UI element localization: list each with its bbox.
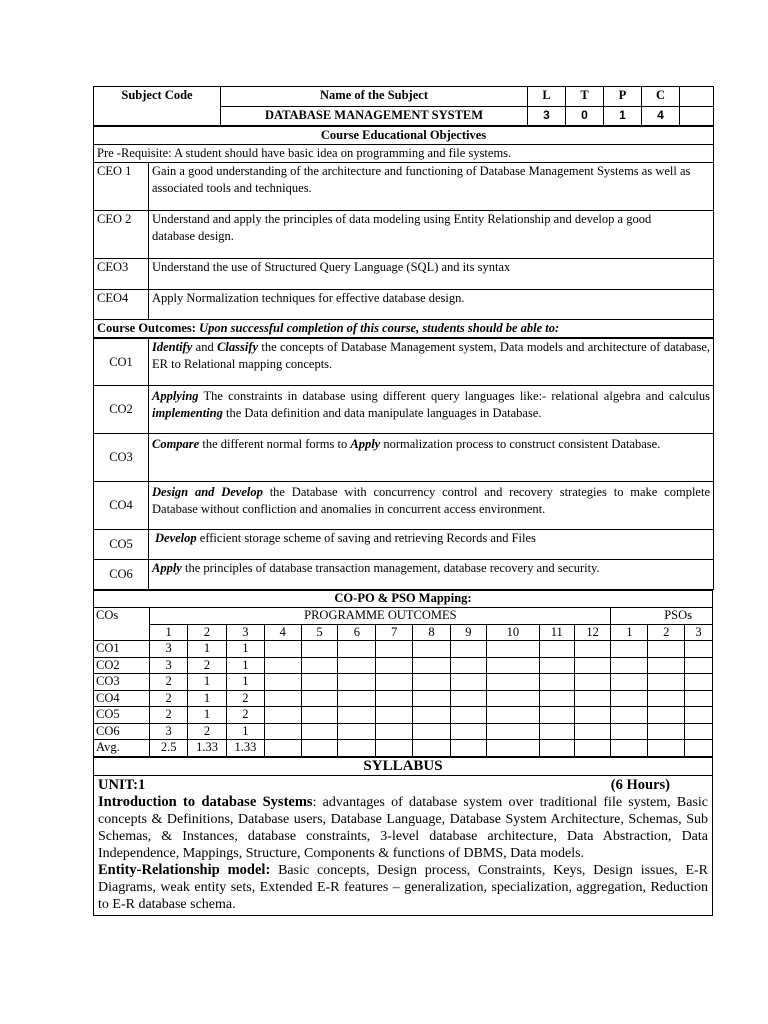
mapping-cell: 1 bbox=[188, 674, 227, 691]
po-number: 1 bbox=[150, 624, 188, 641]
mapping-cell bbox=[413, 690, 451, 707]
po-number: 3 bbox=[226, 624, 264, 641]
p-header: P bbox=[604, 87, 642, 107]
co-id: CO2 bbox=[94, 386, 149, 434]
prerequisite: Pre -Requisite: A student should have basic idea on programming and file systems. bbox=[94, 145, 714, 163]
mapping-cell bbox=[301, 723, 338, 740]
mapping-cell bbox=[486, 657, 539, 674]
mapping-cell bbox=[539, 657, 574, 674]
mapping-cell bbox=[611, 690, 648, 707]
mapping-cell bbox=[264, 723, 301, 740]
mapping-cell: 1 bbox=[188, 641, 227, 658]
cos-header: COs bbox=[94, 608, 150, 641]
mapping-cell bbox=[648, 723, 685, 740]
mapping-cell bbox=[376, 707, 413, 724]
mapping-cell bbox=[574, 674, 611, 691]
c-value: 4 bbox=[642, 107, 680, 126]
mapping-cell bbox=[413, 674, 451, 691]
ceo-text: Gain a good understanding of the architecture and functioning of Database Management Systems as well as associated tools and techniques. bbox=[149, 163, 714, 211]
mapping-cell bbox=[611, 641, 648, 658]
mapping-cell bbox=[338, 723, 376, 740]
mapping-cell bbox=[574, 657, 611, 674]
mapping-cell bbox=[376, 740, 413, 757]
syllabus-table bbox=[93, 757, 713, 916]
mapping-row-label: CO4 bbox=[94, 690, 150, 707]
mapping-row-label: Avg. bbox=[94, 740, 150, 757]
p-value: 1 bbox=[604, 107, 642, 126]
mapping-cell bbox=[648, 740, 685, 757]
pso-number: 2 bbox=[648, 624, 685, 641]
mapping-row bbox=[94, 641, 713, 658]
subject-name-header: Name of the Subject bbox=[221, 87, 528, 107]
mapping-row-label: CO1 bbox=[94, 641, 150, 658]
po-header: PROGRAMME OUTCOMES bbox=[150, 608, 611, 625]
mapping-cell: 3 bbox=[150, 641, 188, 658]
mapping-cell bbox=[611, 740, 648, 757]
mapping-cell bbox=[685, 723, 713, 740]
po-number: 10 bbox=[486, 624, 539, 641]
mapping-row-label: CO3 bbox=[94, 674, 150, 691]
mapping-cell: 1 bbox=[188, 707, 227, 724]
po-number: 2 bbox=[188, 624, 227, 641]
mapping-cell bbox=[338, 674, 376, 691]
mapping-cell bbox=[648, 657, 685, 674]
mapping-body bbox=[94, 641, 713, 757]
mapping-cell bbox=[338, 740, 376, 757]
mapping-cell bbox=[486, 723, 539, 740]
mapping-cell: 2 bbox=[188, 723, 227, 740]
c-header: C bbox=[642, 87, 680, 107]
er-paragraph: Entity-Relationship model: Basic concepts, Design process, Constraints, Keys, Design issues, E-R Diagrams, weak entity sets, Extended E-R features – generalization, specialization, aggregation, Reduction to E-R database schema. bbox=[98, 861, 708, 912]
mapping-cell bbox=[611, 674, 648, 691]
subject-header-table bbox=[93, 86, 714, 126]
po-number: 4 bbox=[264, 624, 301, 641]
mapping-cell bbox=[685, 740, 713, 757]
co-id: CO1 bbox=[94, 339, 149, 386]
blank-cell bbox=[680, 107, 714, 126]
mapping-cell: 1 bbox=[226, 641, 264, 658]
unit-heading bbox=[98, 777, 708, 794]
mapping-cell bbox=[648, 674, 685, 691]
mapping-cell bbox=[574, 740, 611, 757]
mapping-cell: 1 bbox=[226, 657, 264, 674]
mapping-row bbox=[94, 690, 713, 707]
ceo-text: Understand the use of Structured Query Language (SQL) and its syntax bbox=[149, 259, 714, 290]
po-number: 8 bbox=[413, 624, 451, 641]
ceo-id: CEO 2 bbox=[94, 211, 149, 259]
l-header: L bbox=[528, 87, 566, 107]
mapping-cell bbox=[486, 690, 539, 707]
mapping-cell bbox=[450, 657, 486, 674]
mapping-cell bbox=[611, 657, 648, 674]
mapping-cell: 2 bbox=[150, 690, 188, 707]
mapping-cell bbox=[648, 641, 685, 658]
mapping-cell bbox=[301, 674, 338, 691]
mapping-cell bbox=[264, 740, 301, 757]
mapping-cell bbox=[574, 723, 611, 740]
mapping-cell bbox=[648, 690, 685, 707]
co-text: Apply the principles of database transaction management, database recovery and security. bbox=[149, 560, 714, 590]
mapping-row-label: CO2 bbox=[94, 657, 150, 674]
mapping-cell: 2 bbox=[226, 707, 264, 724]
mapping-cell: 2 bbox=[226, 690, 264, 707]
unit-1-content bbox=[94, 775, 713, 915]
po-number: 9 bbox=[450, 624, 486, 641]
mapping-cell bbox=[685, 690, 713, 707]
mapping-cell bbox=[450, 690, 486, 707]
t-header: T bbox=[566, 87, 604, 107]
mapping-cell bbox=[376, 690, 413, 707]
co-text: Applying The constraints in database using different query languages like:- relational algebra and calculus implementing the Data definition and data manipulate languages in Database. bbox=[149, 386, 714, 434]
mapping-cell bbox=[450, 740, 486, 757]
mapping-cell bbox=[301, 690, 338, 707]
ceo-id: CEO 1 bbox=[94, 163, 149, 211]
mapping-cell bbox=[450, 707, 486, 724]
mapping-cell: 2 bbox=[188, 657, 227, 674]
mapping-cell bbox=[301, 740, 338, 757]
co-table bbox=[93, 338, 714, 590]
mapping-cell: 2 bbox=[150, 674, 188, 691]
mapping-cell bbox=[685, 674, 713, 691]
co-id: CO4 bbox=[94, 482, 149, 530]
mapping-cell bbox=[539, 674, 574, 691]
mapping-cell bbox=[574, 707, 611, 724]
ceo-id: CEO4 bbox=[94, 290, 149, 320]
mapping-cell: 2 bbox=[150, 707, 188, 724]
l-value: 3 bbox=[528, 107, 566, 126]
po-number: 6 bbox=[338, 624, 376, 641]
mapping-cell bbox=[338, 641, 376, 658]
course-outcomes-heading bbox=[94, 320, 714, 338]
mapping-cell: 1.33 bbox=[226, 740, 264, 757]
mapping-row bbox=[94, 707, 713, 724]
mapping-cell bbox=[413, 641, 451, 658]
pso-number: 3 bbox=[685, 624, 713, 641]
pso-header: PSOs bbox=[611, 608, 713, 625]
t-value: 0 bbox=[566, 107, 604, 126]
mapping-cell bbox=[264, 690, 301, 707]
syllabus-page bbox=[93, 86, 713, 916]
mapping-cell bbox=[338, 690, 376, 707]
mapping-cell bbox=[338, 657, 376, 674]
mapping-cell bbox=[611, 707, 648, 724]
co-text: Identify and Classify the concepts of Database Management system, Data models and architecture of database, ER to Relational mapping concepts. bbox=[149, 339, 714, 386]
subject-code-header: Subject Code bbox=[94, 87, 221, 126]
unit-label: UNIT:1 bbox=[98, 776, 146, 793]
mapping-cell bbox=[413, 657, 451, 674]
po-number: 5 bbox=[301, 624, 338, 641]
mapping-cell bbox=[539, 740, 574, 757]
mapping-cell bbox=[301, 657, 338, 674]
po-number: 7 bbox=[376, 624, 413, 641]
co-id: CO6 bbox=[94, 560, 149, 590]
mapping-cell bbox=[413, 740, 451, 757]
outcomes-label: Course Outcomes: bbox=[97, 321, 196, 335]
co-text: Develop efficient storage scheme of saving and retrieving Records and Files bbox=[149, 530, 714, 560]
mapping-cell bbox=[376, 723, 413, 740]
mapping-cell bbox=[413, 723, 451, 740]
mapping-cell bbox=[264, 641, 301, 658]
blank-cell bbox=[680, 87, 714, 107]
mapping-cell bbox=[685, 657, 713, 674]
co-po-mapping-table bbox=[93, 590, 713, 757]
mapping-cell bbox=[301, 707, 338, 724]
co-id: CO5 bbox=[94, 530, 149, 560]
mapping-cell bbox=[264, 707, 301, 724]
mapping-cell bbox=[486, 740, 539, 757]
mapping-cell: 3 bbox=[150, 657, 188, 674]
mapping-cell: 1.33 bbox=[188, 740, 227, 757]
mapping-cell bbox=[486, 674, 539, 691]
mapping-cell bbox=[301, 641, 338, 658]
ceo-id: CEO3 bbox=[94, 259, 149, 290]
mapping-cell bbox=[376, 674, 413, 691]
mapping-cell bbox=[450, 723, 486, 740]
mapping-cell: 3 bbox=[150, 723, 188, 740]
mapping-cell bbox=[450, 674, 486, 691]
mapping-row bbox=[94, 657, 713, 674]
ceo-table bbox=[93, 126, 714, 338]
co-text: Design and Develop the Database with concurrency control and recovery strategies to make complete Database without confliction and anomalies in concurrent access environment. bbox=[149, 482, 714, 530]
mapping-cell bbox=[486, 707, 539, 724]
mapping-cell bbox=[611, 723, 648, 740]
mapping-cell bbox=[264, 657, 301, 674]
mapping-cell bbox=[574, 641, 611, 658]
unit-hours: (6 Hours) bbox=[610, 776, 670, 793]
mapping-cell bbox=[539, 707, 574, 724]
outcomes-text: Upon successful completion of this course, students should be able to: bbox=[199, 321, 560, 335]
mapping-row bbox=[94, 674, 713, 691]
mapping-cell bbox=[264, 674, 301, 691]
mapping-cell bbox=[539, 690, 574, 707]
co-text: Compare the different normal forms to Apply normalization process to construct consistent Database. bbox=[149, 434, 714, 482]
mapping-cell: 2.5 bbox=[150, 740, 188, 757]
mapping-cell bbox=[574, 690, 611, 707]
mapping-cell bbox=[376, 657, 413, 674]
mapping-cell bbox=[648, 707, 685, 724]
mapping-row-label: CO5 bbox=[94, 707, 150, 724]
po-number: 11 bbox=[539, 624, 574, 641]
mapping-cell bbox=[685, 641, 713, 658]
co-id: CO3 bbox=[94, 434, 149, 482]
mapping-cell bbox=[539, 641, 574, 658]
pso-number: 1 bbox=[611, 624, 648, 641]
subject-name: DATABASE MANAGEMENT SYSTEM bbox=[221, 107, 528, 126]
ceo-title: Course Educational Objectives bbox=[94, 127, 714, 145]
mapping-row bbox=[94, 740, 713, 757]
mapping-row-label: CO6 bbox=[94, 723, 150, 740]
mapping-title: CO-PO & PSO Mapping: bbox=[94, 591, 713, 608]
intro-paragraph: Introduction to database Systems: advantages of database system over traditional file system, Basic concepts & Definitions, Database users, Database Language, Database System Architecture, Schemas, Sub Schemas, & Instances, database constraints, 3-level database architecture, Data Abstraction, Data Independence, Mappings, Structure, Components & functions of DBMS, Data models. bbox=[98, 793, 708, 861]
mapping-cell bbox=[685, 707, 713, 724]
mapping-cell bbox=[486, 641, 539, 658]
ceo-text: Apply Normalization techniques for effective database design. bbox=[149, 290, 714, 320]
mapping-cell: 1 bbox=[188, 690, 227, 707]
mapping-cell bbox=[413, 707, 451, 724]
mapping-cell bbox=[450, 641, 486, 658]
ceo-text: Understand and apply the principles of data modeling using Entity Relationship and develop a good database design. bbox=[149, 211, 714, 259]
po-number: 12 bbox=[574, 624, 611, 641]
mapping-row bbox=[94, 723, 713, 740]
outcome-number-row bbox=[94, 624, 713, 641]
syllabus-title: SYLLABUS bbox=[94, 757, 713, 775]
mapping-cell bbox=[338, 707, 376, 724]
mapping-cell bbox=[376, 641, 413, 658]
mapping-cell bbox=[539, 723, 574, 740]
mapping-cell: 1 bbox=[226, 674, 264, 691]
mapping-cell: 1 bbox=[226, 723, 264, 740]
